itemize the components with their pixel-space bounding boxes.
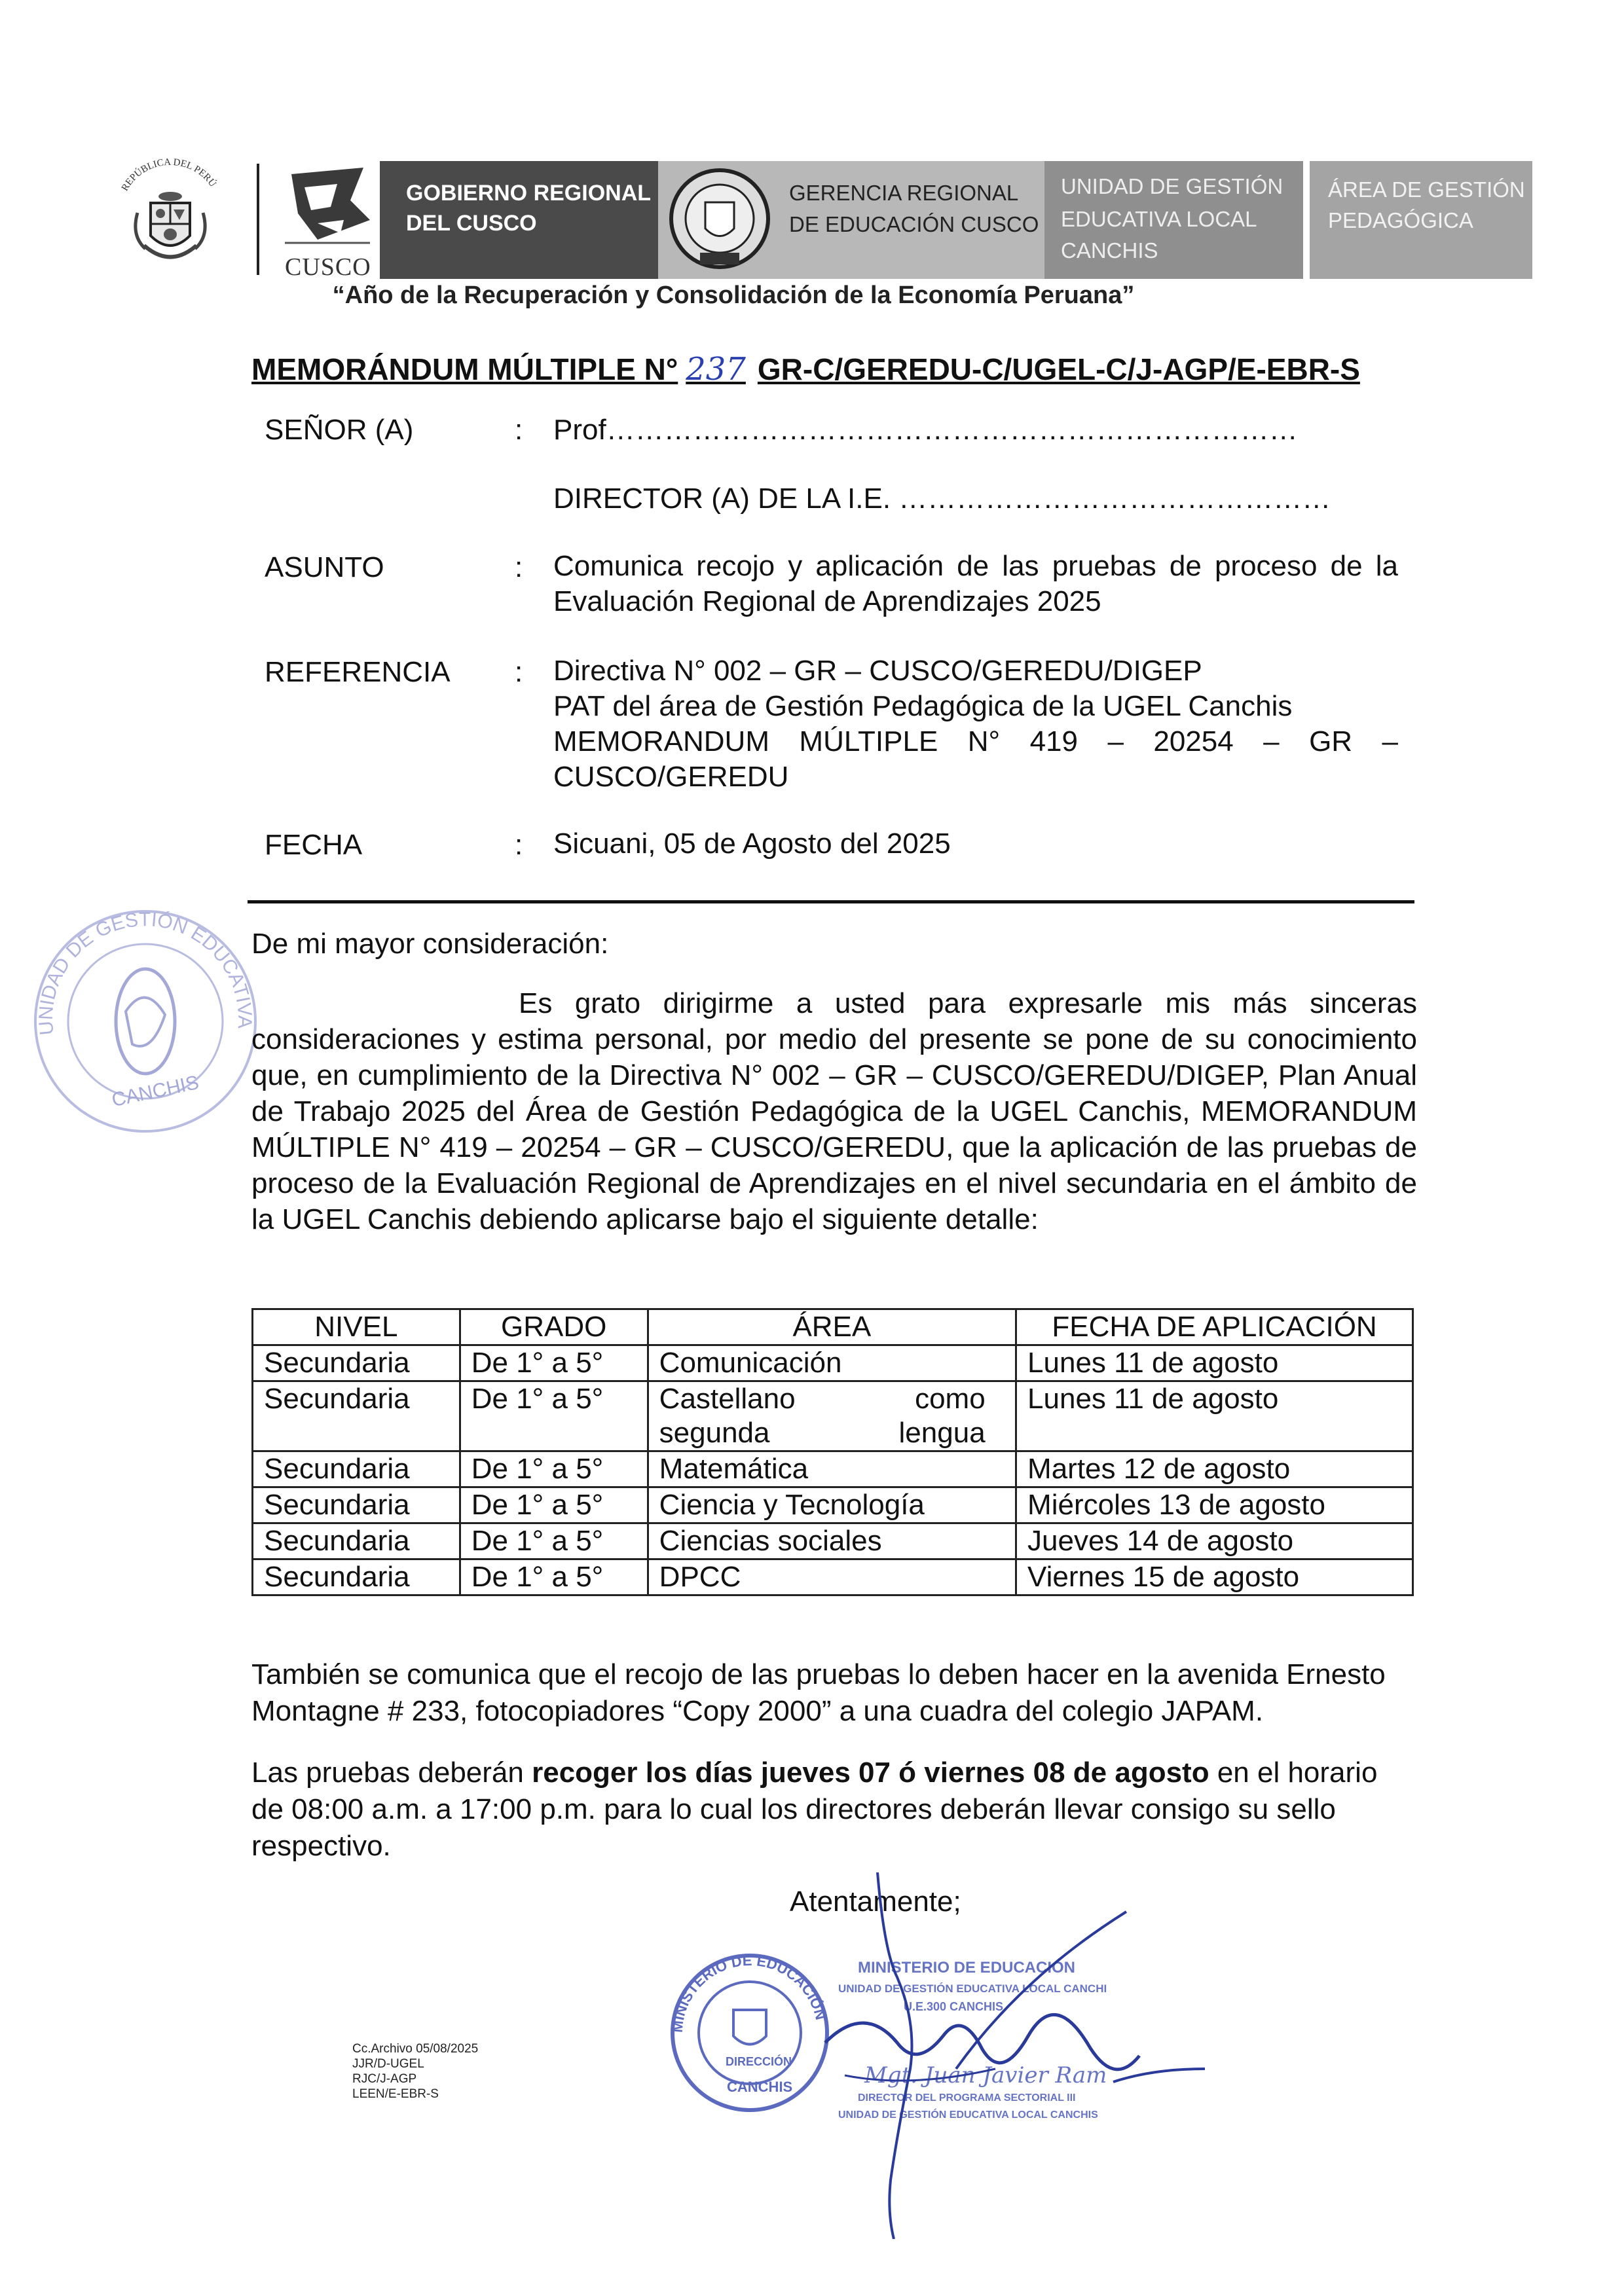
ugel-line1: UNIDAD DE GESTIÓN <box>1061 174 1283 198</box>
ugel-line2: EDUCATIVA LOCAL <box>1061 207 1257 231</box>
asunto-value <box>553 549 1398 619</box>
svg-text:CANCHIS: CANCHIS <box>727 2079 793 2095</box>
header-divider <box>257 164 259 275</box>
table-row <box>253 1345 1413 1381</box>
cell-nivel: Secundaria <box>253 1381 460 1451</box>
greeting: De mi mayor consideración: <box>251 928 609 960</box>
memo-title-suffix: GR-C/GEREDU-C/UGEL-C/J-AGP/E-EBR-S <box>757 352 1360 386</box>
memo-title <box>251 351 1360 388</box>
table-row <box>253 1523 1413 1559</box>
closing: Atentamente; <box>790 1886 961 1918</box>
svg-text:MINISTERIO DE EDUCACIÓN: MINISTERIO DE EDUCACIÓN <box>669 1952 829 2033</box>
referencia-label: REFERENCIA <box>265 656 451 688</box>
fecha-colon: : <box>515 829 523 861</box>
pickup-dates-bold: recoger los días jueves 07 ó viernes 08 de agosto <box>532 1757 1209 1789</box>
gerencia-line1: GERENCIA REGIONAL <box>789 181 1019 205</box>
cell-fecha: Lunes 11 de agosto <box>1016 1345 1413 1381</box>
asunto-line2: Evaluación Regional de Aprendizajes 2025 <box>553 585 1101 617</box>
svg-text:REPÚBLICA DEL PERÚ: REPÚBLICA DEL PERÚ <box>119 156 218 193</box>
table-header-row <box>253 1309 1413 1345</box>
gerencia-line2: DE EDUCACIÓN CUSCO <box>789 212 1039 236</box>
senor-colon: : <box>515 414 523 446</box>
cell-nivel: Secundaria <box>253 1451 460 1487</box>
cell-area-text: Castellano como segunda lengua <box>659 1383 986 1449</box>
table-row <box>253 1451 1413 1487</box>
svg-text:UNIDAD DE GESTIÓN EDUCATIVA LO: UNIDAD DE GESTIÓN EDUCATIVA LOCAL CANCHIS <box>838 2109 1098 2121</box>
cell-area <box>648 1381 1016 1451</box>
senor-label: SEÑOR (A) <box>265 414 414 446</box>
cell-nivel: Secundaria <box>253 1345 460 1381</box>
referencia-colon: : <box>515 656 523 688</box>
asunto-line1: Comunica recojo y aplicación de las pruebas de proceso de la <box>553 550 1398 582</box>
referencia-line2: PAT del área de Gestión Pedagógica de la UGEL Canchis <box>553 690 1293 722</box>
cc-line1: Cc.Archivo 05/08/2025 <box>352 2042 479 2056</box>
fecha-label: FECHA <box>265 829 363 861</box>
header-fecha: FECHA DE APLICACIÓN <box>1016 1309 1413 1345</box>
body-paragraph-1-text: Es grato dirigirme a usted para expresarle mis más sinceras consideraciones y estima personal, por medio del presente se pone de su conocimiento que, en cumplimiento de la Directiva N° 002 – GR – CUSCO/GEREDU/DIGEP, Plan Anual de Trabajo 2025 del Área de Gestión Pedagógica de la UGEL Canchis, MEMORANDUM MÚLTIPLE N° 419 – 20254 – GR – CUSCO/GEREDU, que la aplicación de las pruebas de proceso de la Evaluación Regional de Aprendizajes en el nivel secundaria en el ámbito de la UGEL Canchis debiendo aplicarse bajo el siguiente detalle: <box>251 987 1417 1235</box>
memo-number-handwritten: 237 <box>686 351 746 388</box>
cc-line3: RJC/J-AGP <box>352 2072 417 2086</box>
body-paragraph-1 <box>251 985 1417 1237</box>
director-signature <box>747 1872 1218 2239</box>
gerencia-seal-icon <box>667 166 772 271</box>
cell-grado: De 1° a 5° <box>460 1381 648 1451</box>
svg-text:MINISTERIO DE EDUCACIÓN: MINISTERIO DE EDUCACIÓN <box>858 1959 1076 1977</box>
svg-text:DIRECTOR DEL PROGRAMA SECTORIA: DIRECTOR DEL PROGRAMA SECTORIAL III <box>858 2092 1076 2104</box>
cell-nivel: Secundaria <box>253 1559 460 1595</box>
schedule-table <box>251 1308 1414 1596</box>
cc-line2: JJR/D-UGEL <box>352 2057 424 2071</box>
agp-line1: ÁREA DE GESTIÓN <box>1328 177 1525 202</box>
header-rule <box>248 900 1414 903</box>
year-motto: “Año de la Recuperación y Consolidación de la Economía Peruana” <box>332 282 1135 309</box>
asunto-label: ASUNTO <box>265 551 384 583</box>
fecha-value: Sicuani, 05 de Agosto del 2025 <box>553 828 951 860</box>
gobierno-line2: DEL CUSCO <box>406 211 537 236</box>
cell-grado: De 1° a 5° <box>460 1559 648 1595</box>
cell-nivel: Secundaria <box>253 1487 460 1523</box>
svg-text:U.E.300 CANCHIS: U.E.300 CANCHIS <box>904 2000 1004 2013</box>
cell-fecha: Jueves 14 de agosto <box>1016 1523 1413 1559</box>
svg-text:Mgt. Juan Javier Ramos: Mgt. Juan Javier Ramos <box>864 2062 1107 2088</box>
header-nivel: NIVEL <box>253 1309 460 1345</box>
agp-line2: PEDAGÓGICA <box>1328 208 1473 232</box>
gerencia-regional-block <box>658 161 1044 279</box>
svg-text:UNIDAD DE GESTIÓN EDUCATIVA LO: UNIDAD DE GESTIÓN EDUCATIVA LOCAL CANCHIS <box>838 1982 1107 1995</box>
ugel-line3: CANCHIS <box>1061 238 1158 263</box>
svg-text:UNIDAD DE GESTIÓN EDUCATIVA LO: UNIDAD DE GESTIÓN EDUCATIVA <box>35 909 256 1036</box>
header-area: ÁREA <box>648 1309 1016 1345</box>
asunto-colon: : <box>515 551 523 583</box>
gobierno-regional-block <box>278 161 658 279</box>
carbon-copy-block <box>352 2041 478 2102</box>
cell-area: DPCC <box>648 1559 1016 1595</box>
memo-title-prefix: MEMORÁNDUM MÚLTIPLE N° <box>251 352 678 386</box>
cell-grado: De 1° a 5° <box>460 1487 648 1523</box>
gobierno-cusco-label: CUSCO <box>285 253 371 281</box>
referencia-line1: Directiva N° 002 – GR – CUSCO/GEREDU/DIGEP <box>553 655 1202 687</box>
cell-nivel: Secundaria <box>253 1523 460 1559</box>
svg-text:DIRECCIÓN: DIRECCIÓN <box>726 2055 792 2068</box>
ugel-block <box>1044 161 1303 279</box>
cell-area: Ciencia y Tecnología <box>648 1487 1016 1523</box>
table-row <box>253 1487 1413 1523</box>
cell-area: Matemática <box>648 1451 1016 1487</box>
cell-fecha: Martes 12 de agosto <box>1016 1451 1413 1487</box>
header-grado: GRADO <box>460 1309 648 1345</box>
cc-line4: LEEN/E-EBR-S <box>352 2087 439 2101</box>
cell-grado: De 1° a 5° <box>460 1451 648 1487</box>
referencia-line4: CUSCO/GEREDU <box>553 761 789 793</box>
cell-grado: De 1° a 5° <box>460 1345 648 1381</box>
agp-block <box>1310 161 1532 279</box>
cell-fecha: Lunes 11 de agosto <box>1016 1381 1413 1451</box>
cell-area: Ciencias sociales <box>648 1523 1016 1559</box>
cell-fecha: Miércoles 13 de agosto <box>1016 1487 1413 1523</box>
ugel-agp-stamp <box>28 903 263 1139</box>
table-row <box>253 1559 1413 1595</box>
cell-fecha: Viernes 15 de agosto <box>1016 1559 1413 1595</box>
cell-area: Comunicación <box>648 1345 1016 1381</box>
gobierno-line1: GOBIERNO REGIONAL <box>406 181 652 206</box>
peru-coat-of-arms <box>105 151 236 282</box>
svg-text:CANCHIS: CANCHIS <box>109 1071 201 1112</box>
referencia-value <box>553 653 1398 795</box>
director-value: DIRECTOR (A) DE LA I.E. ……………………………………… <box>553 483 1331 515</box>
body-paragraph-2: También se comunica que el recojo de las pruebas lo deben hacer en la avenida Ernesto Montagne # 233, fotocopiadores “Copy 2000” a una cuadra del colegio JAPAM. <box>251 1658 1386 1727</box>
gobierno-name-panel <box>380 161 658 279</box>
cell-grado: De 1° a 5° <box>460 1523 648 1559</box>
senor-value: Prof……………………………………………………………… <box>553 414 1298 446</box>
body-paragraph-3: Las pruebas deberán recoger los días jueves 07 ó viernes 08 de agosto en el horario de 08:00 a.m. a 17:00 p.m. para lo cual los directores deberán llevar consigo su sello respectivo. <box>251 1757 1378 1862</box>
table-row <box>253 1381 1413 1451</box>
referencia-line3: MEMORANDUM MÚLTIPLE N° 419 – 20254 – GR – <box>553 725 1398 757</box>
